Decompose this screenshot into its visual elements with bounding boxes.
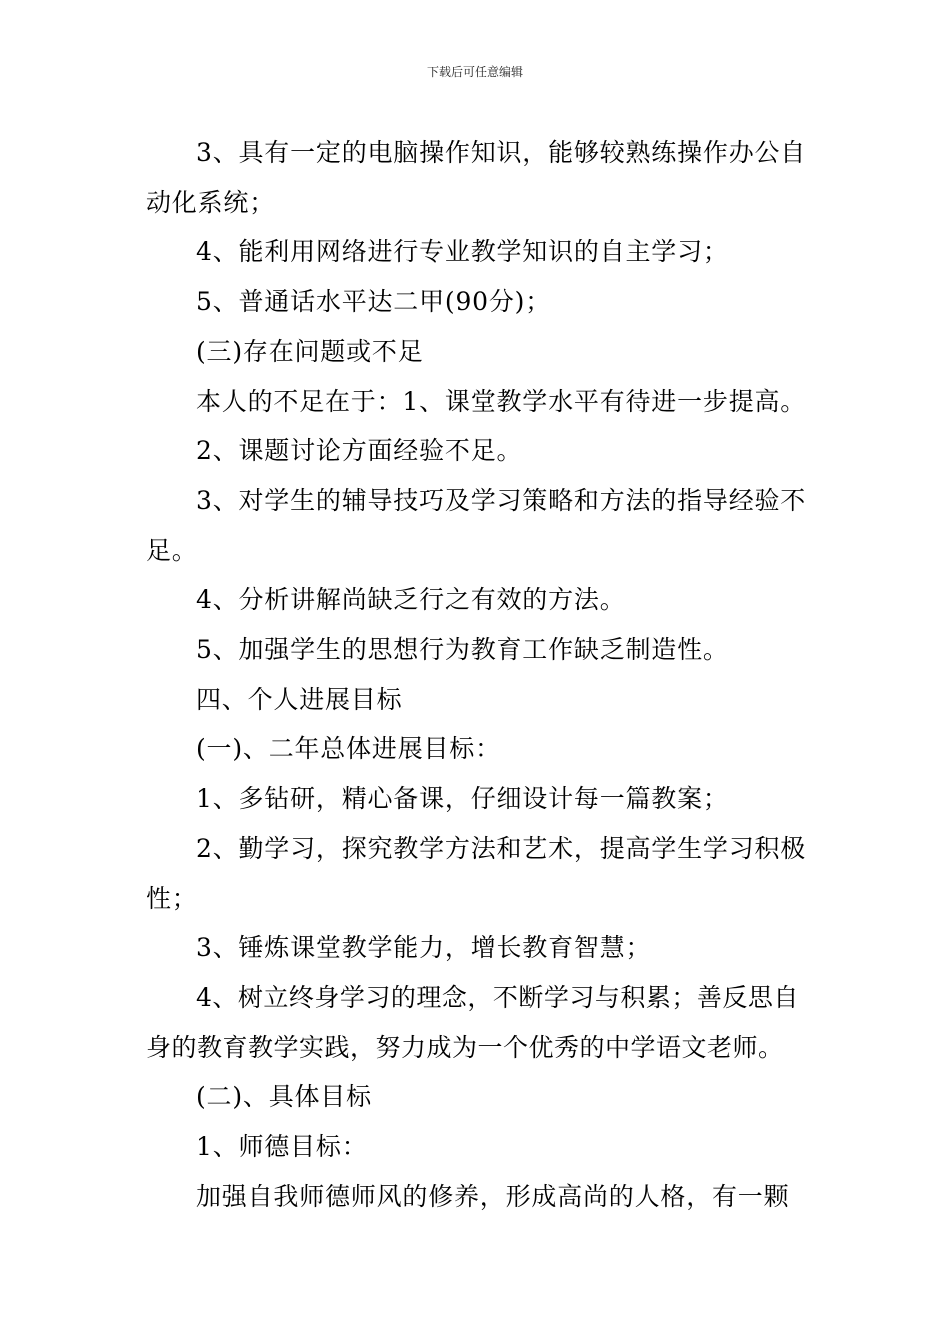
- subheading-two-year-goals: (一)、二年总体进展目标：: [196, 734, 501, 764]
- goal-item-lifelong-learning: 4、树立终身学习的理念，不断学习与积累；善反思自身的教育教学实践，努力成为一个优秀的中学语文老师。: [146, 982, 799, 1062]
- document-body: [146, 128, 808, 1221]
- paragraph-tutoring-skills: 3、对学生的辅导技巧及学习策略和方法的指导经验不足。: [146, 485, 807, 565]
- paragraph-moral-education: 5、加强学生的思想行为教育工作缺乏制造性。: [196, 635, 729, 665]
- paragraph-shortcomings-intro: 本人的不足在于：1、课堂教学水平有待进一步提高。: [196, 386, 807, 416]
- goal-item-classroom-ability: 3、锤炼课堂教学能力，增长教育智慧；: [196, 933, 652, 963]
- section-heading-problems: (三)存在问题或不足: [196, 336, 424, 366]
- paragraph-online-learning: 4、能利用网络进行专业教学知识的自主学习；: [196, 237, 729, 267]
- goal-item-teaching-methods: 2、勤学习，探究教学方法和艺术，提高学生学习积极性；: [146, 833, 807, 913]
- goal-item-ethics: 1、师德目标：: [196, 1132, 368, 1162]
- paragraph-computer-skills: 3、具有一定的电脑操作知识，能够较熟练操作办公自动化系统；: [146, 138, 807, 217]
- paragraph-explanation-methods: 4、分析讲解尚缺乏行之有效的方法。: [196, 585, 626, 615]
- paragraph-ethics-detail: 加强自我师德师风的修养，形成高尚的人格，有一颗: [196, 1181, 790, 1211]
- paragraph-research-experience: 2、课题讨论方面经验不足。: [196, 436, 523, 466]
- paragraph-mandarin-level: 5、普通话水平达二甲(90分)；: [196, 287, 552, 317]
- page-header-note: 下载后可任意编辑: [426, 65, 523, 79]
- section-heading-development-goals: 四、个人进展目标: [196, 684, 403, 714]
- goal-item-lesson-prep: 1、多钻研，精心备课，仔细设计每一篇教案；: [196, 784, 729, 814]
- subheading-specific-goals: (二)、具体目标: [196, 1082, 372, 1112]
